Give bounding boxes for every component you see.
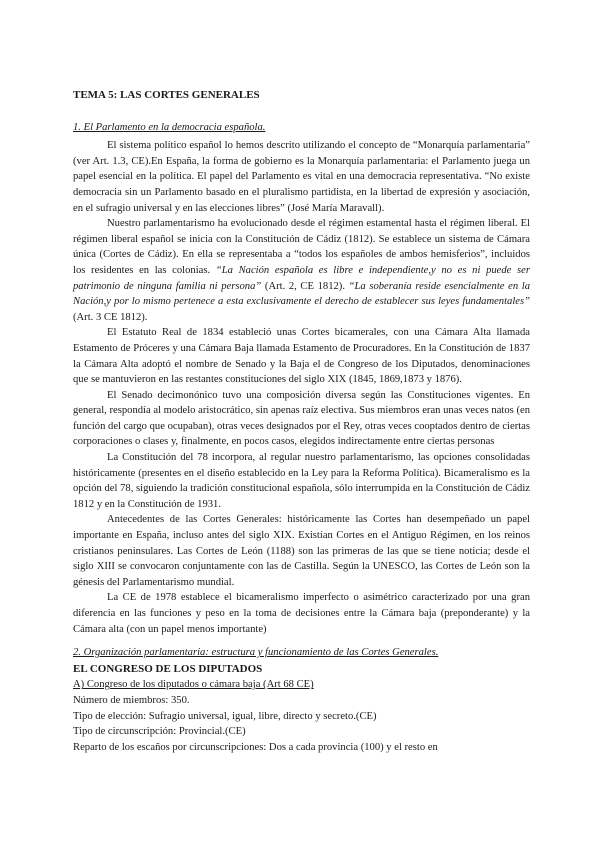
paragraph-2-text-c: (Art. 3 CE 1812). (73, 311, 148, 323)
section-1-heading: 1. El Parlamento en la democracia española. (73, 121, 266, 133)
paragraph-1: El sistema político español lo hemos descrito utilizando el concepto de “Monarquía parlamentaria” (ver Art. 1.3, CE).En España, la forma de gobierno es la Monarquía parlamentaria: el Parlamento juega un papel esencial en la política. El papel del Parlamento es vital en una democracia representativa. “No existe democracia sin un Parlamento basado en el pluralismo partidista, en la libertad de expresión y asociación, en el sufragio universal y en las elecciones libres” (José María Maravall). (73, 140, 530, 214)
paragraph-2-quote-1: “La Nación española es libre e independiente,y no es ni puede ser patrimonio de ninguna familia ni persona” (73, 264, 530, 292)
paragraph-5: La Constitución del 78 incorpora, al regular nuestro parlamentarismo, las opciones consolidadas históricamente (presentes en el diseño establecido en la Ley para la Reforma Política). Bicameralismo es la opción del 78, siguiendo la tradición constitucional española, sólo interrumpida en la Constitución de Cádiz 1812 y en la Constitución de 1931. (73, 452, 530, 510)
paragraph-2-text-a: Nuestro parlamentarismo ha evolucionado desde el régimen estamental hasta el régimen liberal. El régimen liberal español se inicia con la Constitución de Cádiz (1812). Se establece un sistema de Cámara única (Cortes de Cádiz). En ella se representaba a “todos los españoles de ambos hemisferios”, incluidos los residentes en las colonias. (73, 218, 530, 276)
list-item: Número de miembros: 350. (73, 694, 190, 706)
paragraph-7: La CE de 1978 establece el bicameralismo imperfecto o asimétrico caracterizado por una gran diferencia en las funciones y peso en la toma de decisiones entre la Cámara baja (preponderante) y la Cámara alta (con un papel menos importante) (73, 592, 530, 635)
paragraph-2 (73, 216, 530, 325)
document-title: TEMA 5: LAS CORTES GENERALES (73, 89, 260, 101)
congreso-heading: EL CONGRESO DE LOS DIPUTADOS (73, 662, 263, 675)
paragraph-4: El Senado decimonónico tuvo una composición diversa según las Constituciones vigentes. En general, respondía al modelo aristocrático, sin apenas raíz electiva. Sus miembros eran unas veces natos (en función del cargo que ocupaban), otras veces designados por el Rey, otras veces cooptados dentro de ciertas corporaciones o clases y, finalmente, en pocos casos, elegidos indirectamente entre ciertas personas (73, 389, 530, 448)
list-item: Tipo de circunscripción: Provincial.(CE) (73, 726, 246, 738)
paragraph-2-text-b: (Art. 2, CE 1812). (264, 280, 345, 292)
paragraph-3: El Estatuto Real de 1834 estableció unas Cortes bicamerales, con una Cámara Alta llamada Estamento de Próceres y una Cámara Baja llamada Estamento de Procuradores. En la Constitución de 1837 la Cámara Alta adoptó el nombre de Senado y la Baja el de Congreso de los Diputados, denominaciones que se mantuvieron en las restantes constituciones del siglo XIX (1845, 1869,1873 y 1876). (73, 327, 530, 386)
congreso-subheading: A) Congreso de los diputados o cámara baja (Art 68 CE) (73, 679, 314, 691)
paragraph-6: Antecedentes de las Cortes Generales: históricamente las Cortes han desempeñado un papel importante en España, incluso antes del siglo XIX. Existían Cortes en el Antiguo Régimen, en los reinos cristianos peninsulares. Las Cortes de León (1188) son las primeras de las que se tiene noticia; desde el siglo XIII se convocaron conjuntamente con las de Castilla. Según la UNESCO, las Cortes de León son la génesis del Parlamentarismo mundial. (73, 514, 530, 588)
list-item: Tipo de elección: Sufragio universal, igual, libre, directo y secreto.(CE) (73, 710, 377, 722)
paragraph-2-quote-2: “La soberanía reside esencialmente en la Nación,y por lo mismo pertenece a esta exclusivamente el derecho de establecer sus leyes fundamentales” (73, 280, 530, 308)
list-item: Reparto de los escaños por circunscripciones: Dos a cada provincia (100) y el resto en (73, 741, 438, 753)
section-2-heading: 2. Organización parlamentaria: estructura y funcionamiento de las Cortes Generales. (73, 647, 439, 659)
